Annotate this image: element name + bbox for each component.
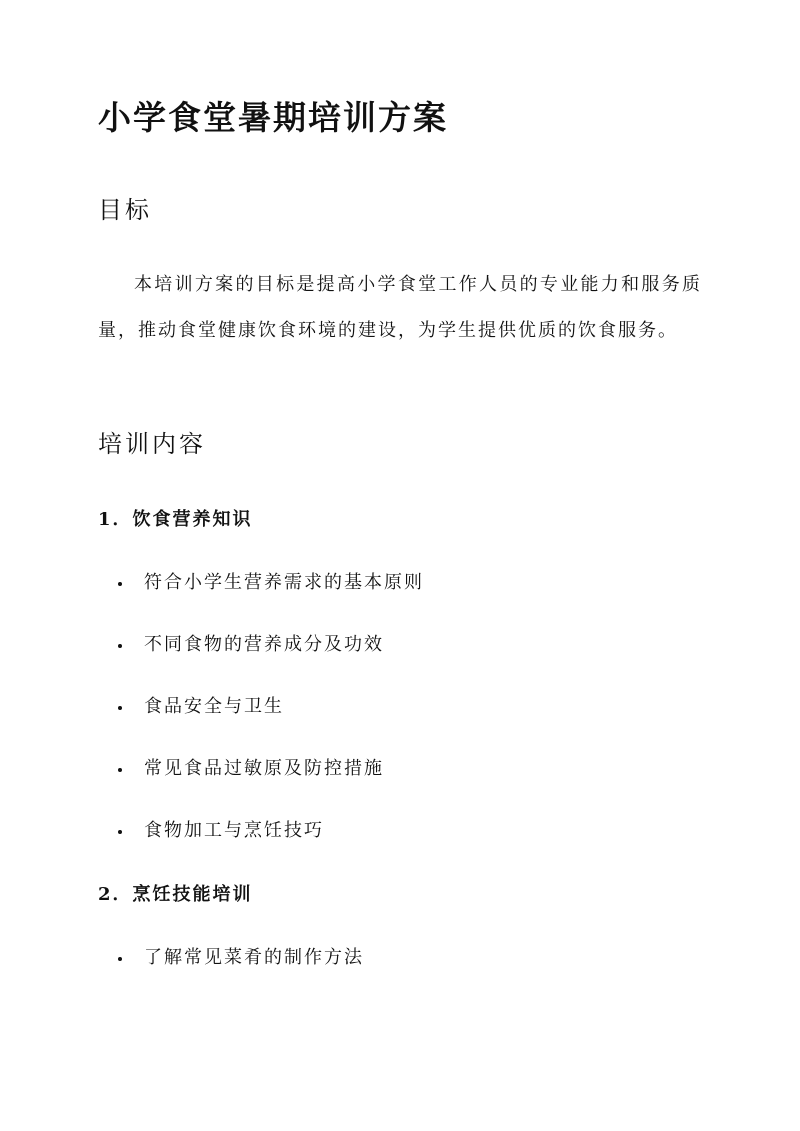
section-heading-goal: 目标 xyxy=(98,196,152,224)
list-item xyxy=(118,632,424,694)
document-title: 小学食堂暑期培训方案 xyxy=(98,98,448,137)
list-item xyxy=(118,694,424,756)
list-item-text: 了解常见菜肴的制作方法 xyxy=(144,947,364,968)
nutrition-list xyxy=(118,570,424,880)
list-item xyxy=(118,818,424,880)
bullet-icon xyxy=(118,768,122,772)
subsection-heading-cooking-skills: 2．烹饪技能培训 xyxy=(98,884,253,905)
bullet-icon xyxy=(118,830,122,834)
bullet-icon xyxy=(118,644,122,648)
list-item-text: 食物加工与烹饪技巧 xyxy=(144,820,324,841)
bullet-icon xyxy=(118,957,122,961)
list-item-text: 不同食物的营养成分及功效 xyxy=(144,634,384,655)
cooking-skills-list xyxy=(118,945,364,1007)
list-item-text: 食品安全与卫生 xyxy=(144,696,284,717)
subsection-heading-nutrition: 1．饮食营养知识 xyxy=(98,509,253,530)
bullet-icon xyxy=(118,706,122,710)
section-heading-training-content: 培训内容 xyxy=(98,430,206,458)
list-item xyxy=(118,945,364,1007)
list-item-text: 符合小学生营养需求的基本原则 xyxy=(144,572,424,593)
list-item xyxy=(118,756,424,818)
list-item xyxy=(118,570,424,632)
goal-paragraph: 本培训方案的目标是提高小学食堂工作人员的专业能力和服务质量，推动食堂健康饮食环境的建设，为学生提供优质的饮食服务。 xyxy=(98,274,702,341)
list-item-text: 常见食品过敏原及防控措施 xyxy=(144,758,384,779)
bullet-icon xyxy=(118,582,122,586)
